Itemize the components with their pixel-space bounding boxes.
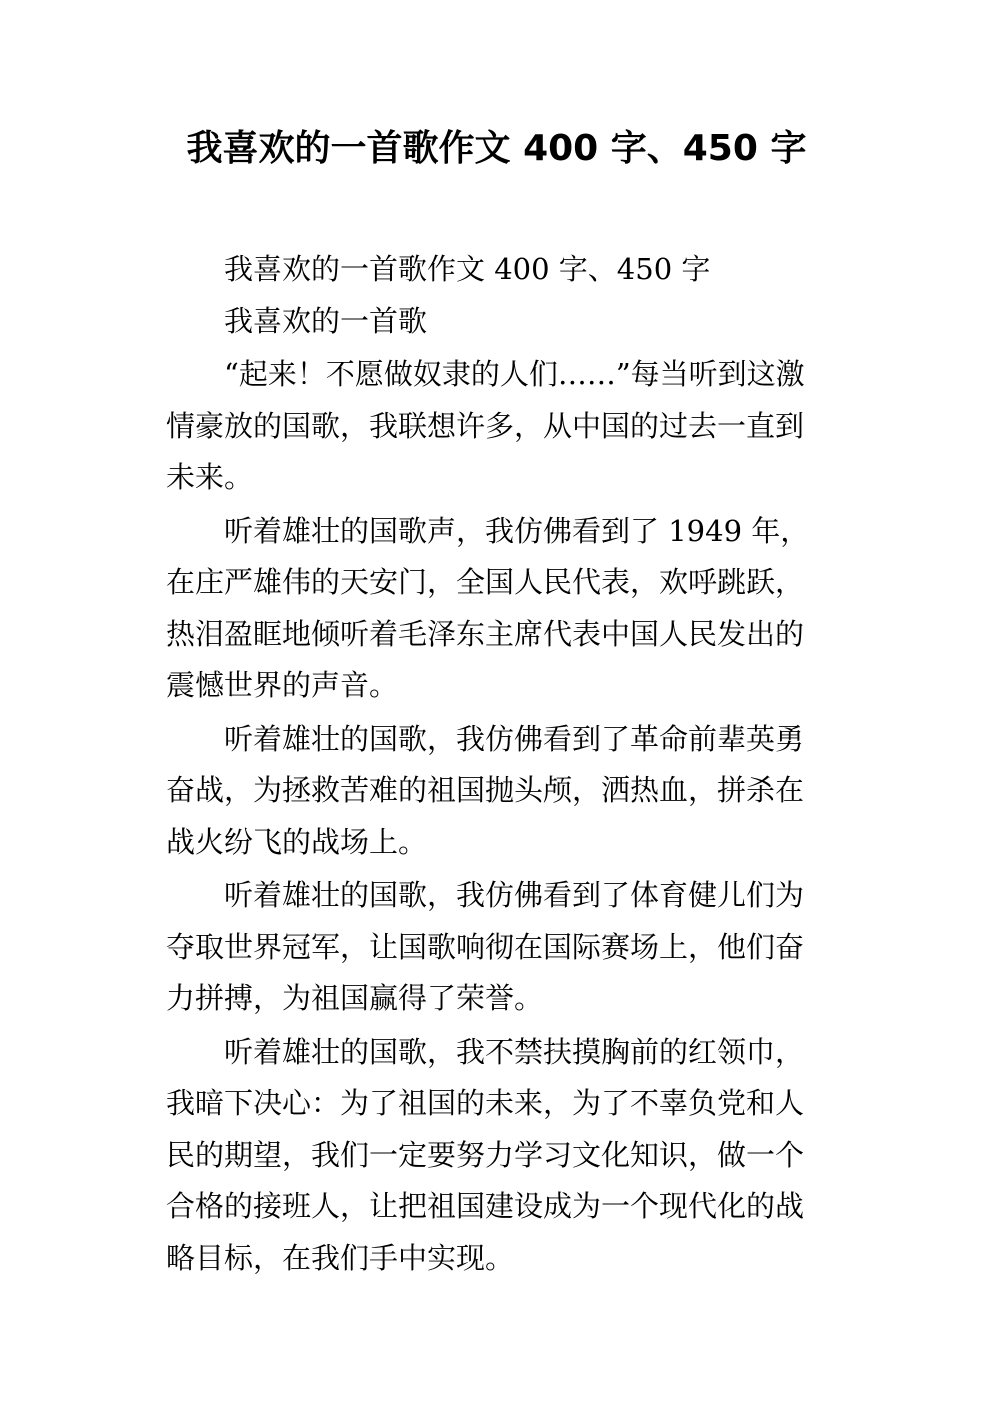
paragraph-5: 听着雄壮的国歌，我不禁扶摸胸前的红领巾，我暗下决心：为了祖国的未来，为了不辜负党和人民的期望，我们一定要努力学习文化知识，做一个合格的接班人，让把祖国建设成为一个现代化的战略目标，在我们手中实现。 [166, 1034, 805, 1275]
paragraph-3: 听着雄壮的国歌，我仿佛看到了革命前辈英勇奋战，为拯救苦难的祖国抛头颅，洒热血，拼杀在战火纷飞的战场上。 [166, 721, 805, 859]
paragraph-2: 听着雄壮的国歌声，我仿佛看到了 1949 年，在庄严雄伟的天安门，全国人民代表，欢呼跳跃，热泪盈眶地倾听着毛泽东主席代表中国人民发出的震憾世界的声音。 [166, 513, 810, 702]
document-body [166, 244, 828, 1284]
document-title: 我喜欢的一首歌作文 400 字、450 字 [186, 128, 807, 169]
paragraph-4: 听着雄壮的国歌，我仿佛看到了体育健儿们为夺取世界冠军，让国歌响彻在国际赛场上，他们奋力拼搏，为祖国赢得了荣誉。 [166, 878, 805, 1015]
paragraph-1: “起来！不愿做奴隶的人们……”每当听到这激情豪放的国歌，我联想许多，从中国的过去一直到未来。 [166, 357, 805, 494]
paragraph-subtitle: 我喜欢的一首歌作文 400 字、450 字 [224, 252, 711, 286]
paragraph-heading: 我喜欢的一首歌 [224, 303, 428, 338]
